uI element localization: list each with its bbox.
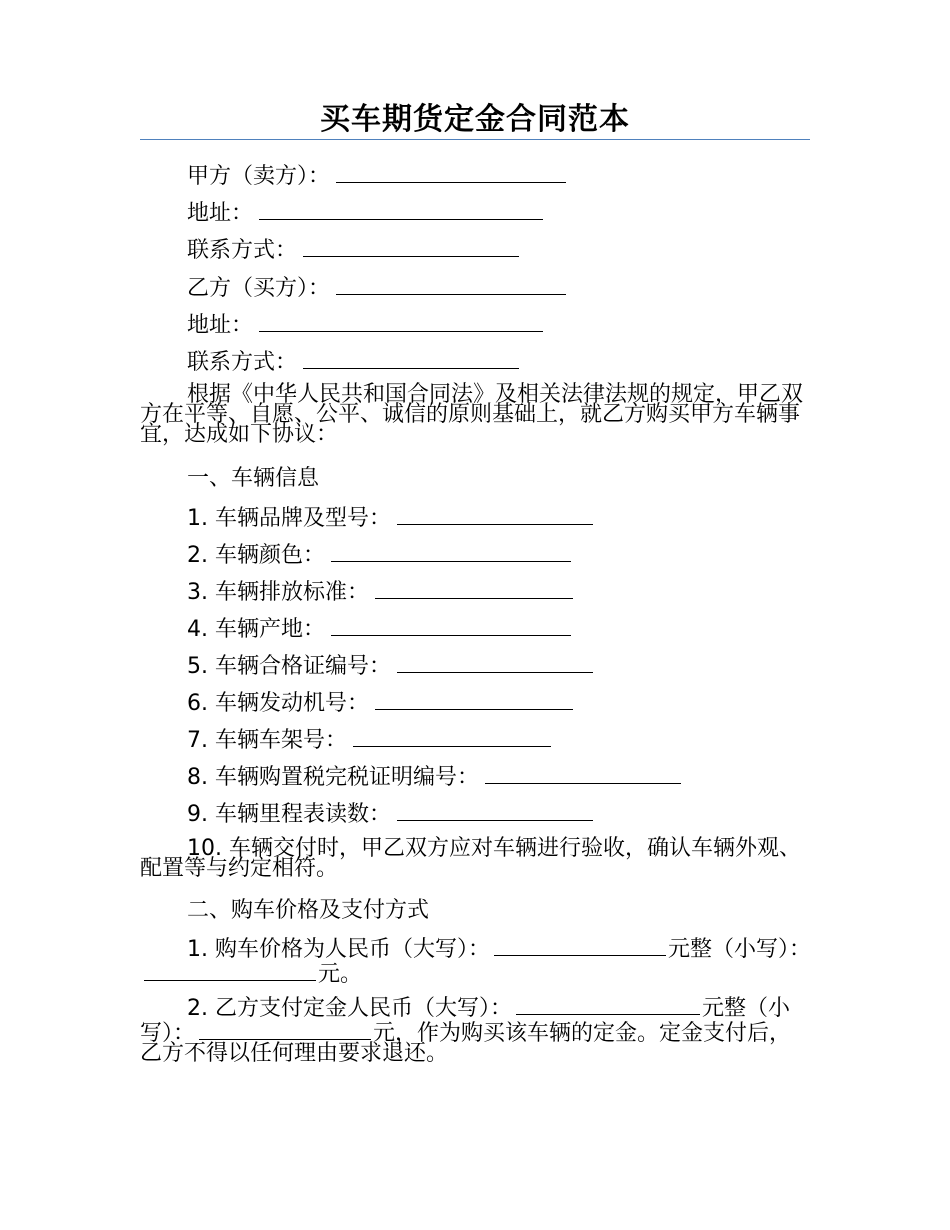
vehicle-info-blank xyxy=(331,615,571,636)
deposit-uppercase-blank xyxy=(516,994,700,1015)
price-lowercase-blank xyxy=(144,960,316,981)
vehicle-info-blank xyxy=(331,541,571,562)
vehicle-info-item xyxy=(187,726,551,754)
vehicle-info-item xyxy=(187,763,681,791)
vehicle-info-label: 6. 车辆发动机号： xyxy=(187,691,369,716)
vehicle-info-label: 9. 车辆里程表读数： xyxy=(187,802,391,827)
party-b-contact-blank xyxy=(303,348,519,369)
vehicle-info-item xyxy=(187,689,573,717)
party-b-blank xyxy=(336,274,566,295)
vehicle-info-item xyxy=(187,615,571,643)
vehicle-info-item xyxy=(187,504,593,532)
party-b-address-line xyxy=(187,311,543,339)
party-b-contact-line xyxy=(187,348,519,376)
vehicle-info-item xyxy=(187,541,571,569)
deposit-lowercase-blank xyxy=(199,1019,371,1040)
party-b-address-label: 地址： xyxy=(187,313,254,338)
party-a-label: 甲方（卖方）： xyxy=(187,164,331,189)
vehicle-info-blank xyxy=(485,763,681,784)
vehicle-info-label: 7. 车辆车架号： xyxy=(187,728,347,753)
party-a-contact-line xyxy=(187,236,519,264)
deposit-clause-prefix: 2. 乙方支付定金人民币（大写）： xyxy=(187,996,512,1021)
party-b-address-blank xyxy=(259,311,543,332)
vehicle-info-label: 8. 车辆购置税完税证明编号： xyxy=(187,765,479,790)
party-a-address-label: 地址： xyxy=(187,201,254,226)
party-b-line xyxy=(187,274,566,302)
vehicle-info-blank xyxy=(397,800,593,821)
vehicle-inspection-clause: 10. 车辆交付时，甲乙双方应对车辆进行验收，确认车辆外观、配置等与约定相符。 xyxy=(140,836,801,881)
party-a-line xyxy=(187,162,566,190)
party-a-contact-label: 联系方式： xyxy=(187,238,298,263)
vehicle-info-item xyxy=(187,652,593,680)
vehicle-info-label: 1. 车辆品牌及型号： xyxy=(187,506,391,531)
price-clause-mid: 元整（小写）： xyxy=(667,937,811,962)
deposit-clause-suffix: 元，作为购买该车辆的定金。定金支付后，乙方不得以任何理由要求退还。 xyxy=(140,1021,792,1066)
vehicle-info-blank xyxy=(353,726,551,747)
preamble-paragraph: 根据《中华人民共和国合同法》及相关法律法规的规定，甲乙双方在平等、自愿、公平、诚信的原则基础上，就乙方购买甲方车辆事宜，达成如下协议： xyxy=(140,382,804,447)
title-underline xyxy=(140,139,810,140)
price-uppercase-blank xyxy=(494,935,666,956)
vehicle-info-label: 2. 车辆颜色： xyxy=(187,543,325,568)
vehicle-info-item xyxy=(187,578,573,606)
price-clause-prefix: 1. 购车价格为人民币（大写）： xyxy=(187,937,490,962)
vehicle-info-blank xyxy=(375,689,573,710)
vehicle-info-item xyxy=(187,800,593,828)
section-2-heading: 二、购车价格及支付方式 xyxy=(187,898,430,923)
party-a-address-blank xyxy=(259,199,543,220)
deposit-clause xyxy=(140,994,812,1064)
party-b-label: 乙方（买方）： xyxy=(187,276,331,301)
price-clause-suffix: 元。 xyxy=(318,962,363,987)
price-clause xyxy=(140,935,812,985)
document-title: 买车期货定金合同范本 xyxy=(320,102,630,137)
section-1-heading: 一、车辆信息 xyxy=(187,466,320,491)
vehicle-info-label: 5. 车辆合格证编号： xyxy=(187,654,391,679)
vehicle-info-blank xyxy=(397,504,593,525)
party-a-blank xyxy=(336,162,566,183)
vehicle-info-label: 3. 车辆排放标准： xyxy=(187,580,369,605)
vehicle-info-blank xyxy=(397,652,593,673)
vehicle-info-label: 4. 车辆产地： xyxy=(187,617,325,642)
party-b-contact-label: 联系方式： xyxy=(187,350,298,375)
vehicle-info-blank xyxy=(375,578,573,599)
party-a-contact-blank xyxy=(303,236,519,257)
deposit-clause-mid: 元整（小写）： xyxy=(140,996,791,1046)
party-a-address-line xyxy=(187,199,543,227)
